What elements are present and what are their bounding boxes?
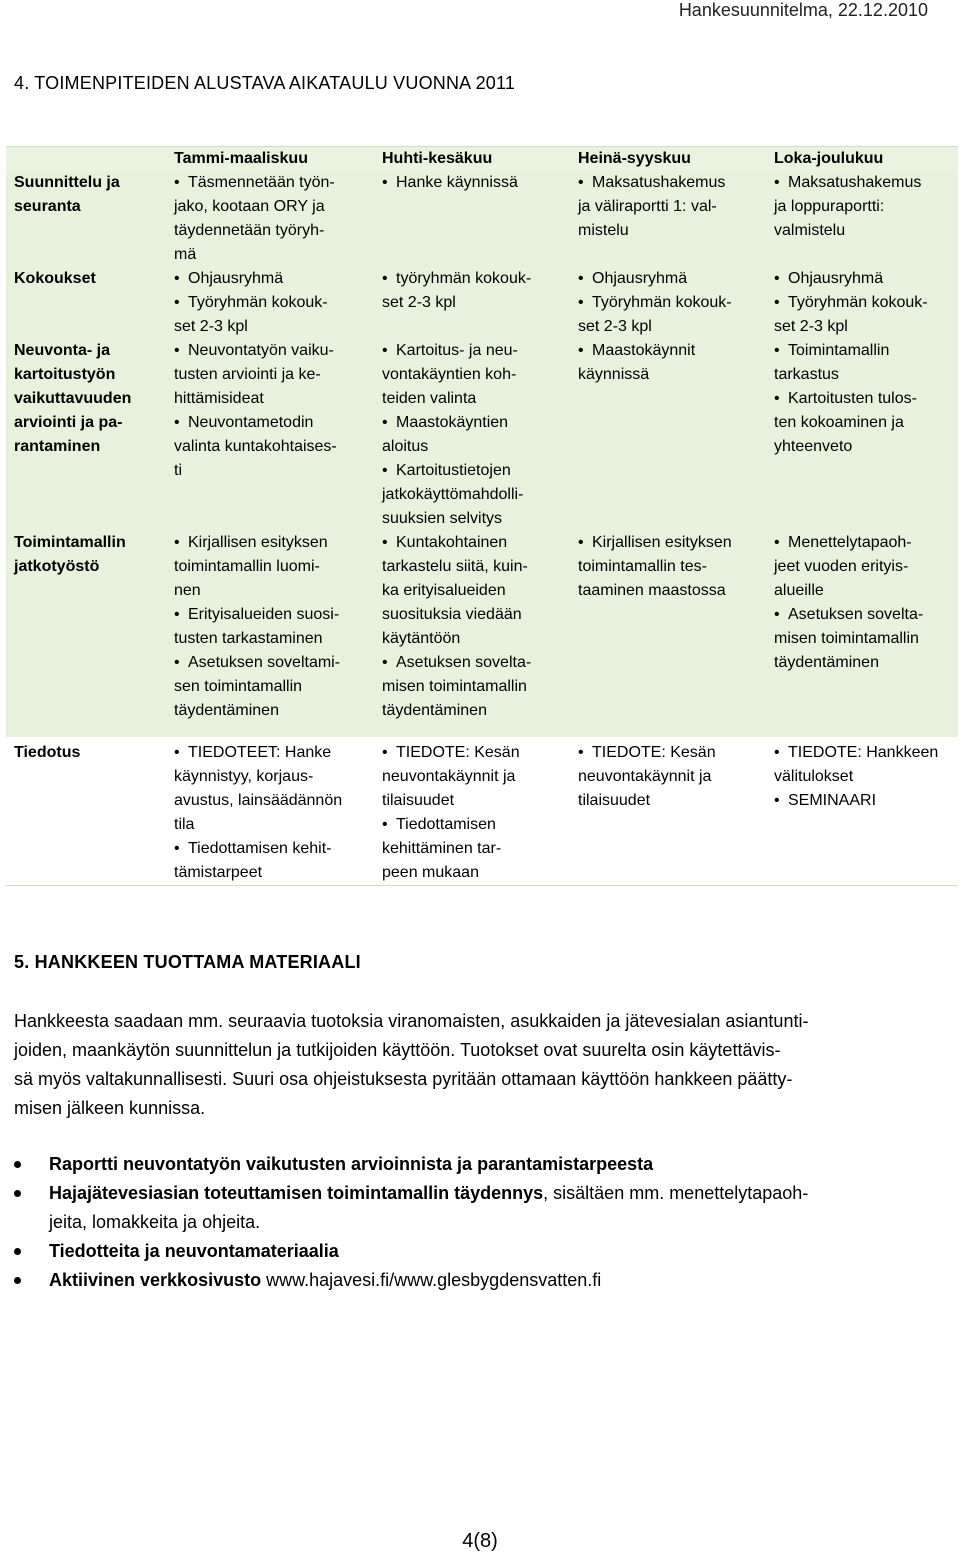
cell-item-list [174,267,368,339]
bullet-icon [14,1190,21,1197]
cell-item [774,387,952,459]
bullet-icon: • [382,414,388,431]
bullet-icon: • [174,294,180,311]
cell-item-text: Tiedottamisen kehittäminen tar- peen mukaan [382,816,502,881]
bullet-icon: • [174,174,180,191]
bullet-icon [14,1161,21,1168]
cell-item-text: Maastokäynnit käynnissä [578,342,696,383]
schedule-cell [374,339,570,531]
schedule-cell [166,737,374,886]
column-header: Heinä-syyskuu [578,150,691,167]
cell-item-list [578,339,760,387]
cell-item [174,171,368,267]
cell-item [382,651,564,723]
section-4-title: 4. TOIMENPITEIDEN ALUSTAVA AIKATAULU VUONNA 2011 [14,73,516,93]
section-5-intro: Hankkeesta saadaan mm. seuraavia tuotoksia viranomaisten, asukkaiden ja jätevesialan asiantunti- joiden, maankäytön suunnittelun ja tutkijoiden käyttöön. Tuotokset ovat suurelta osin käytettävis- sä myös valtakunnallisesti. Suuri osa ohjeistuksesta pyritään ottamaan käyttöön hankkeen päätty- misen jälkeen kunnissa. [14,1011,809,1118]
bullet-icon: • [578,744,584,761]
cell-item-text: Ohjausryhmä [788,270,884,287]
output-item [14,1179,944,1237]
cell-item [774,291,952,339]
cell-item-list [382,267,564,315]
cell-item-text: Toimintamallin tarkastus [774,342,890,383]
cell-item-text: Menettelytapaoh- jeet vuoden erityis- alueille [774,534,912,599]
bullet-icon: • [774,294,780,311]
bullet-icon: • [382,744,388,761]
bullet-icon: • [382,816,388,833]
cell-item-text: Erityisalueiden suosi- tusten tarkastaminen [174,606,340,647]
output-item [14,1150,944,1179]
schedule-cell [166,267,374,339]
spacer-cell [766,723,958,737]
output-item-title: Aktiivinen verkkosivusto [49,1270,262,1290]
cell-item [774,339,952,387]
cell-item-text: Asetuksen soveltami- sen toimintamallin täydentäminen [174,654,341,719]
cell-item [174,291,368,339]
schedule-cell [570,267,766,339]
cell-item-list [774,171,952,243]
bullet-icon: • [774,606,780,623]
bullet-icon: • [382,534,388,551]
bullet-icon: • [774,390,780,407]
cell-item [774,603,952,675]
cell-item [774,741,952,789]
output-item-title: Tiedotteita ja neuvontamateriaalia [49,1241,339,1261]
output-item-detail: www.hajavesi.fi/www.glesbygdensvatten.fi [261,1270,602,1290]
schedule-row [6,171,958,267]
cell-item-list [578,531,760,603]
bullet-icon: • [174,414,180,431]
column-header: Tammi-maaliskuu [174,150,308,167]
row-spacer [6,723,958,737]
schedule-cell [570,339,766,531]
cell-item-text: Neuvontametodin valinta kuntakohtaises- ti [174,414,337,479]
cell-item [774,171,952,243]
cell-item-text: Neuvontatyön vaiku- tusten arviointi ja ke- hittämisideat [174,342,334,407]
cell-item-text: Kartoitustietojen jatkokäyttömahdolli- suuksien selvitys [382,462,524,527]
cell-item-list [774,267,952,339]
cell-item [578,741,760,813]
row-label: Toimintamallin jatkotyöstö [14,534,126,575]
schedule-row [6,267,958,339]
row-label: Suunnittelu ja seuranta [14,174,120,215]
bullet-icon: • [174,534,180,551]
cell-item [578,267,760,291]
output-item-detail: , sisältäen mm. menettelytapaoh- jeita, lomakkeita ja ohjeita. [49,1183,809,1232]
cell-item-list [174,171,368,267]
cell-item [174,603,368,651]
cell-item-text: Maksatushakemus ja loppuraportti: valmistelu [774,174,922,239]
cell-item-list [382,339,564,531]
schedule-body [6,171,958,886]
schedule-cell [166,339,374,531]
cell-item [382,813,564,885]
row-label: Neuvonta- ja kartoitustyön vaikuttavuuden arviointi ja pa- rantaminen [14,342,132,455]
section-5-title: 5. HANKKEEN TUOTTAMA MATERIAALI [14,952,361,972]
bullet-icon [14,1277,21,1284]
bullet-icon [14,1248,21,1255]
cell-item [578,291,760,339]
cell-item-text: Kirjallisen esityksen toimintamallin tes- taaminen maastossa [578,534,732,599]
cell-item-text: SEMINAARI [788,792,877,809]
cell-item [382,267,564,315]
cell-item-list [578,267,760,339]
schedule-cell [570,531,766,723]
cell-item-list [578,171,760,243]
schedule-cell [766,339,958,531]
bullet-icon: • [578,534,584,551]
schedule-cell [166,171,374,267]
bullet-icon: • [174,654,180,671]
cell-item-text: työryhmän kokouk- set 2-3 kpl [382,270,532,311]
schedule-row [6,737,958,886]
cell-item-text: TIEDOTE: Kesän neuvontakäynnit ja tilaisuudet [578,744,716,809]
bullet-icon: • [578,174,584,191]
cell-item-text: Kartoitusten tulos- ten kokoaminen ja yhteenveto [774,390,917,455]
cell-item-list [382,741,564,885]
cell-item [382,411,564,459]
bullet-icon: • [382,174,388,191]
cell-item [774,531,952,603]
bullet-icon: • [174,606,180,623]
cell-item-text: TIEDOTE: Kesän neuvontakäynnit ja tilaisuudet [382,744,520,809]
bullet-icon: • [774,744,780,761]
cell-item-text: Ohjausryhmä [592,270,688,287]
bullet-icon: • [578,342,584,359]
row-label: Tiedotus [14,744,81,761]
bullet-icon: • [174,270,180,287]
bullet-icon: • [774,792,780,809]
cell-item [382,531,564,651]
cell-item-text: Työryhmän kokouk- set 2-3 kpl [578,294,732,335]
schedule-cell [766,267,958,339]
output-item [14,1237,944,1266]
bullet-icon: • [382,342,388,359]
cell-item-list [174,531,368,723]
cell-item-text: Maksatushakemus ja väliraportti 1: val- mistelu [578,174,726,239]
bullet-icon: • [578,294,584,311]
bullet-icon: • [382,270,388,287]
cell-item-list [174,339,368,483]
cell-item-text: Kartoitus- ja neu- vontakäyntien koh- teiden valinta [382,342,518,407]
schedule-header-row [6,147,958,172]
output-item-title: Raportti neuvontatyön vaikutusten arvioinnista ja parantamistarpeesta [49,1154,654,1174]
cell-item-list [774,741,952,813]
cell-item [578,531,760,603]
header-corner [6,147,166,172]
schedule-cell [374,737,570,886]
schedule-cell [766,737,958,886]
cell-item [174,837,368,885]
cell-item [382,339,564,411]
schedule-row [6,339,958,531]
spacer-cell [570,723,766,737]
schedule-cell [374,267,570,339]
bullet-icon: • [774,534,780,551]
schedule-cell [570,737,766,886]
cell-item-text: Työryhmän kokouk- set 2-3 kpl [774,294,928,335]
outputs-list [14,1150,944,1295]
cell-item-text: TIEDOTE: Hankkeen välitulokset [774,744,939,785]
spacer-cell [374,723,570,737]
column-header: Huhti-kesäkuu [382,150,493,167]
cell-item [382,459,564,531]
cell-item-text: Täsmennetään työn- jako, kootaan ORY ja täydennetään työryh- mä [174,174,335,263]
schedule-cell [570,171,766,267]
column-header: Loka-joulukuu [774,150,884,167]
cell-item [174,531,368,603]
schedule-cell [766,171,958,267]
cell-item [174,267,368,291]
cell-item-text: Asetuksen sovelta- misen toimintamallin täydentäminen [382,654,532,719]
cell-item [774,789,952,813]
cell-item [578,339,760,387]
bullet-icon: • [774,342,780,359]
schedule-cell [374,171,570,267]
cell-item-list [774,339,952,459]
cell-item [174,651,368,723]
cell-item-text: TIEDOTEET: Hanke käynnistyy, korjaus- avustus, lainsäädännön tila [174,744,343,833]
cell-item-list [578,741,760,813]
bullet-icon: • [174,744,180,761]
cell-item-text: Asetuksen sovelta- misen toimintamallin täydentäminen [774,606,924,671]
bullet-icon: • [382,462,388,479]
cell-item [774,267,952,291]
output-item [14,1266,944,1295]
cell-item-text: Työryhmän kokouk- set 2-3 kpl [174,294,328,335]
schedule-cell [766,531,958,723]
spacer-cell [166,723,374,737]
bullet-icon: • [174,342,180,359]
schedule-cell [166,531,374,723]
bullet-icon: • [382,654,388,671]
cell-item [174,339,368,411]
bullet-icon: • [774,270,780,287]
cell-item [382,741,564,813]
cell-item-text: Kuntakohtainen tarkastelu siitä, kuin- ka erityisalueiden suosituksia viedään käytäntöön [382,534,528,647]
cell-item-text: Maastokäyntien aloitus [382,414,509,455]
page-number: 4(8) [462,1530,498,1552]
schedule-row [6,531,958,723]
bullet-icon: • [578,270,584,287]
cell-item-text: Ohjausryhmä [188,270,284,287]
cell-item-list [382,171,564,195]
cell-item-list [382,531,564,723]
spacer-cell [6,723,166,737]
cell-item [174,741,368,837]
cell-item [174,411,368,483]
schedule-cell [374,531,570,723]
bullet-icon: • [174,840,180,857]
cell-item [578,171,760,243]
output-item-title: Hajajätevesiasian toteuttamisen toimintamallin täydennys [49,1183,544,1203]
cell-item-text: Kirjallisen esityksen toimintamallin luomi- nen [174,534,328,599]
cell-item [382,171,564,195]
schedule-table [6,146,958,886]
cell-item-text: Hanke käynnissä [396,174,518,191]
cell-item-list [174,741,368,885]
cell-item-text: Tiedottamisen kehit- tämistarpeet [174,840,332,881]
cell-item-list [774,531,952,675]
row-label: Kokoukset [14,270,96,287]
document-header: Hankesuunnitelma, 22.12.2010 [678,0,928,20]
bullet-icon: • [774,174,780,191]
